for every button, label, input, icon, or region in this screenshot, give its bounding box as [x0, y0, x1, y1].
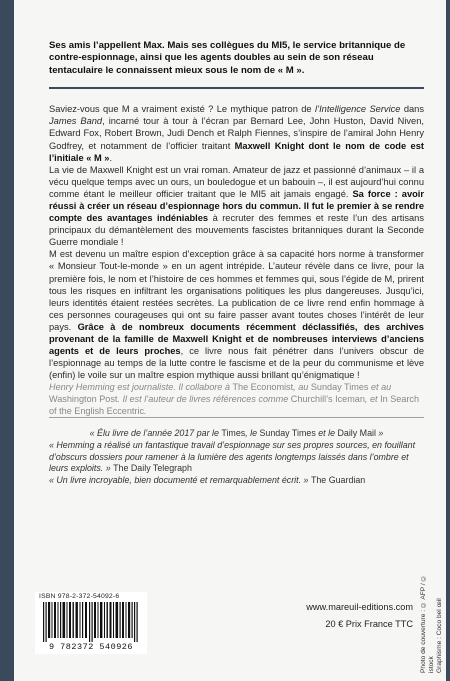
quote1-text-c: , le — [245, 428, 260, 439]
p1-text-a: Saviez-vous que M a vraiment existé ? Le mythique patron de — [49, 104, 315, 115]
p3-text-a: M est devenu un maître espion d’exception grâce à sa capacité hors norme à transformer « Monsieur Tout-le-monde » en un agent intrépide. L’auteur révèle dans ce livre, pour la première fois, le nom et l’histoire de ces hommes et femmes qui, sous l’égide de M, prirent tous les risques en infiltrant les organisations politiques les plus dangereuses. Jusqu’ici, leurs identités étaient restées secrètes. La publication de ce livre rend enfin hommage à ces personnes courageuses qui ont su faire passer avant toutes choses l’intérêt de leur pays. — [49, 249, 424, 332]
photo-credit — [420, 563, 443, 673]
author-pub-washington-post: Washington Post — [49, 394, 118, 405]
p1-text-c: dans — [400, 104, 424, 115]
p3-bold-documents: Grâce à de nombreux documents récemment déclassifiés, des archives provenant de la famille de Maxwell Knight et de nombreuses interviews d’anciens agents et de leurs proches — [49, 321, 424, 357]
author-text-i: , et — [364, 394, 381, 405]
cover-text — [49, 40, 424, 486]
p2-text-c: à recruter des femmes et reste l’un des artisans principaux du démantèlement des mouvements fascistes britanniques durant la Seconde Guerre mondiale ! — [49, 213, 424, 248]
separator-line — [49, 417, 424, 418]
back-cover — [14, 0, 446, 681]
quote2-source: The Daily Telegraph — [113, 463, 192, 474]
quote1-text-a: « Élu livre de l’année 2017 par le — [89, 428, 222, 439]
price-label: 20 € Prix France TTC — [325, 619, 413, 629]
paragraph-m-existed — [49, 103, 424, 163]
p2-bold-strength: Sa force : avoir réussi à créer un réseau d’espionnage hors du commun. Il fut le premier à se rendre compte des avantages indéniables — [49, 188, 424, 224]
review-quote-guardian — [49, 475, 424, 487]
isbn-label: ISBN 978-2-372-54092-6 — [39, 593, 120, 600]
quote3-source: The Guardian — [310, 474, 366, 485]
p3-text-c: , ce livre nous fait pénétrer dans l’univers obscur de l’espionnage au temps de la lutte contre le fascisme et de la peur du communisme et lève (enfin) le voile sur un maître espion mythique aussi brillant qu’énigmatique ! — [49, 346, 424, 381]
quote2-text: « Hemming a réalisé un fantastique travail d’espionnage sur ses propres sources, en fouillant d’obscurs dossiers pour ramener à la lumière des agents longtemps laissés dans l’ombre et leurs exploits. » — [49, 439, 416, 474]
author-book-eccentric: In Search of the English Eccentric — [49, 394, 420, 417]
review-quote-telegraph — [49, 440, 424, 475]
divider-rule — [49, 87, 424, 89]
p1-italic-intelligence-service: l’Intelligence Service — [314, 104, 401, 115]
author-bio — [49, 381, 424, 417]
p1-text-e: , incarné tour à tour à l’écran par Bernard Lee, John Huston, David Niven, Edward Fox, Robert Brown, Judi Dench et Ralph Fiennes, s’inspire de l’amiral John Henry Godfrey, et notamment de l’officier traitant — [49, 116, 424, 151]
p1-bold-maxwell-knight: Maxwell Knight dont le nom de code est l’initiale « M » — [49, 140, 424, 163]
author-text-g: . Il est l’auteur de livres références comme — [117, 394, 291, 405]
author-text-a: Henry Hemming est journaliste. Il collabore à — [49, 382, 233, 393]
author-text-k: . — [144, 406, 147, 417]
author-pub-economist: The Economist — [232, 382, 294, 393]
p1-italic-james-band: James Band — [49, 116, 103, 127]
quote1-text-g: » — [375, 428, 384, 439]
quote1-src-sunday-times: Sunday Times — [259, 428, 316, 439]
quote1-src-daily-mail: Daily Mail — [337, 428, 376, 439]
intro-paragraph: Ses amis l’appellent Max. Mais ses collègues du MI5, le service britannique de contre-espionnage, ainsi que les agents doubles au sein de son réseau tentaculaire le connaissent mieux sous le nom de « M ». — [49, 40, 406, 76]
author-text-e: et au — [368, 382, 392, 393]
barcode-digits: 9 782372 540926 — [48, 642, 133, 652]
review-quote-award — [49, 428, 424, 440]
p1-text-g: . — [109, 152, 113, 163]
paragraph-maxwell-life — [49, 164, 424, 249]
paragraph-master-spy — [49, 248, 424, 381]
quote1-text-e: et le — [315, 428, 338, 439]
quote1-src-times: Times — [221, 428, 246, 439]
barcode-icon — [41, 602, 141, 642]
barcode-block — [35, 592, 147, 654]
cover-footer — [35, 592, 425, 652]
credit-line-photo: Photo de couverture : © AFP / © istock — [420, 574, 435, 673]
credit-line-graphics: Graphisme : Coco bel œil — [436, 598, 443, 673]
author-book-iceman: Churchill’s Iceman — [290, 394, 365, 405]
author-text-c: , au — [293, 382, 311, 393]
p2-text-a: La vie de Maxwell Knight est un vrai roman. Amateur de jazz et passionné d’animaux – il a vécu quelque temps avec un ours, un bouledogue et un babouin –, il est aujourd’hui connu comme étant le meilleur officier traitant que le MI5 ait jamais engagé. — [49, 164, 424, 199]
quote3-text: « Un livre incroyable, bien documenté et remarquablement écrit. » — [49, 474, 311, 485]
publisher-website: www.mareuil-editions.com — [306, 602, 413, 612]
author-pub-sunday-times: Sunday Times — [310, 382, 369, 393]
